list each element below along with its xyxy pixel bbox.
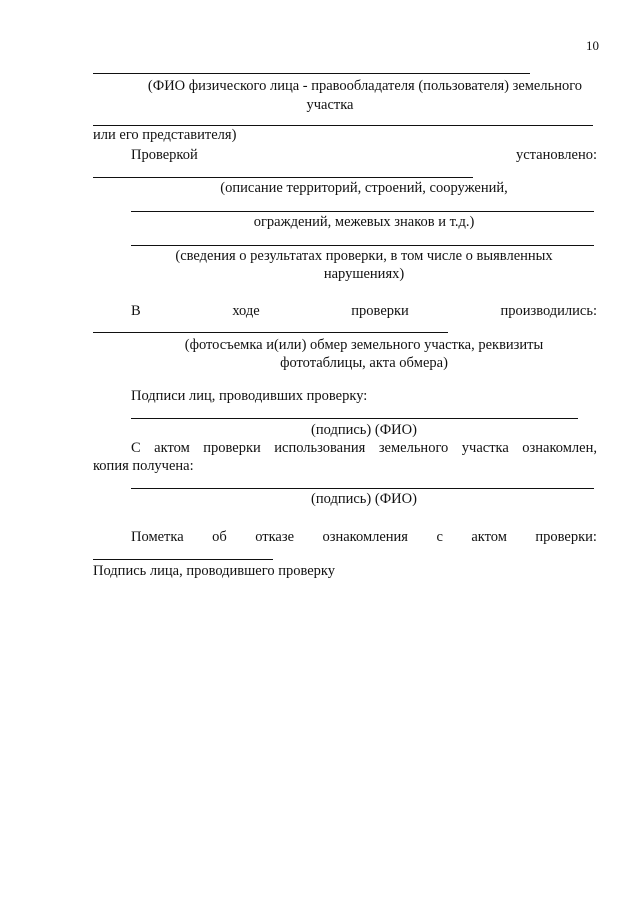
refusal-word-5: с <box>436 529 443 545</box>
signature-line-2 <box>131 488 594 489</box>
owner-caption-line2: участка <box>306 97 354 113</box>
inspection-lead-word: Проверкой <box>131 147 198 163</box>
results-line <box>131 245 594 246</box>
owner-caption-line1: (ФИО физического лица - правообладателя (пользователя) земельного <box>147 78 583 94</box>
fences-caption: ограждений, межевых знаков и т.д.) <box>253 214 475 230</box>
refusal-word-1: Пометка <box>131 529 184 545</box>
signatures-heading: Подписи лиц, проводивших проверку: <box>131 388 368 404</box>
photo-line <box>93 332 448 333</box>
refusal-signer-caption: Подпись лица, проводившего проверку <box>93 563 335 579</box>
results-caption-line2: нарушениях) <box>323 266 405 282</box>
during-inspection-row <box>131 303 597 320</box>
refusal-line <box>93 559 273 560</box>
refusal-word-3: отказе <box>255 529 295 545</box>
photo-caption-line2: фототаблицы, акта обмера) <box>280 355 448 371</box>
during-word-2: ходе <box>232 303 260 319</box>
photo-caption-line1: (фотосъемка и(или) обмер земельного участка, реквизиты <box>184 337 544 353</box>
acquaint-line1 <box>131 440 597 457</box>
owner-name-line <box>93 73 530 74</box>
signature-line-1 <box>131 418 578 419</box>
representative-line <box>93 125 593 126</box>
refusal-word-2: об <box>212 529 227 545</box>
representative-caption: или его представителя) <box>93 127 237 143</box>
page-number: 10 <box>586 38 599 53</box>
results-caption-line1: (сведения о результатах проверки, в том числе о выявленных <box>175 248 553 264</box>
refusal-word-4: ознакомления <box>322 529 408 545</box>
inspection-trail-word: установлено: <box>515 147 597 163</box>
territory-line <box>93 177 473 178</box>
acquaint-line2: копия получена: <box>93 458 194 474</box>
fences-line <box>131 211 594 212</box>
refusal-word-7: проверки: <box>535 529 597 545</box>
signature-caption-2: (подпись) (ФИО) <box>311 491 417 507</box>
inspection-established-row <box>131 147 597 164</box>
refusal-row <box>131 529 597 546</box>
during-word-3: проверки <box>351 303 409 319</box>
during-word-4: производились: <box>500 303 597 319</box>
territory-caption: (описание территорий, строений, сооружений, <box>220 180 508 196</box>
during-word-1: В <box>131 303 141 319</box>
refusal-word-6: актом <box>471 529 507 545</box>
signature-caption-1: (подпись) (ФИО) <box>311 422 417 438</box>
acquaint-text-1: С актом проверки использования земельного участка ознакомлен, <box>131 440 597 456</box>
